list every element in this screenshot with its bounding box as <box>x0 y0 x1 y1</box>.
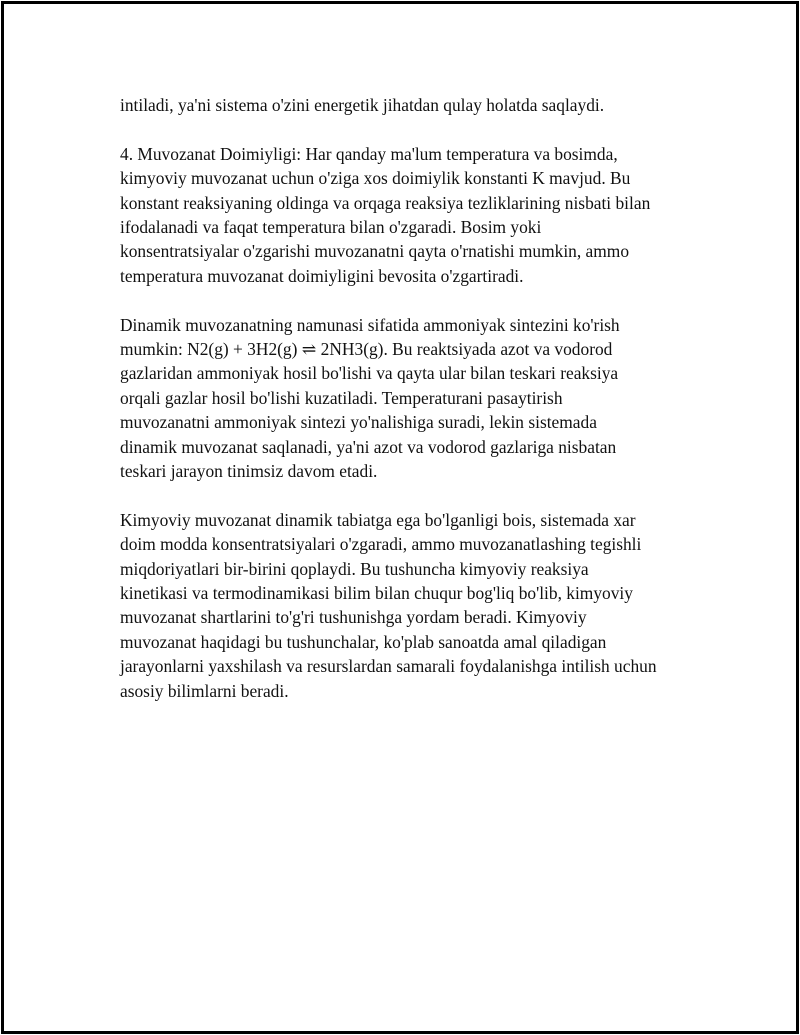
paragraph-equilibrium-constant: 4. Muvozanat Doimiyligi: Har qanday ma'lum temperatura va bosimda, kimyoviy muvozanat uchun o'ziga xos doimiylik konstanti K mavjud. Bu konstant reaksiyaning oldinga va orqaga reaksiya tezliklarining nisbati bilan ifodalanadi va faqat temperatura bilan o'zgaradi. Bosim yoki konsentratsiyalar o'zgarishi muvozanatni qayta o'rnatishi mumkin, ammo temperatura muvozanat doimiyligini bevosita o'zgartiradi. <box>120 143 651 286</box>
paragraph-conclusion: Kimyoviy muvozanat dinamik tabiatga ega bo'lganligi bois, sistemada xar doim modda konsentratsiyalari o'zgaradi, ammo muvozanatlashing tegishli miqdoriyatlari bir-birini qoplaydi. Bu tushuncha kimyoviy reaksiya kinetikasi va termodinamikasi bilim bilan chuqur bog'liq bo'lib, kimyoviy muvozanat shartlarini to'g'ri tushunishga yordam beradi. Kimyoviy muvozanat haqidagi bu tushunchalar, ko'plab sanoatda amal qiladigan jarayonlarni yaxshilash va resurslardan samarali foydalanishga intilish uchun asosiy bilimlarni beradi. <box>120 509 657 701</box>
paragraph-continuation: intiladi, ya'ni sistema o'zini energetik jihatdan qulay holatda saqlaydi. <box>120 95 605 115</box>
paragraph-ammonia-synthesis: Dinamik muvozanatning namunasi sifatida ammoniyak sintezini ko'rish mumkin: N2(g) + 3H2(g) ⇌ 2NH3(g). Bu reaktsiyada azot va vodorod gazlaridan ammoniyak hosil bo'lishi va qayta ular bilan teskari reaksiya orqali gazlar hosil bo'lishi kuzatiladi. Temperaturani pasaytirish muvozanatni ammoniyak sintezi yo'nalishiga suradi, lekin sistemada dinamik muvozanat saqlanadi, ya'ni azot va vodorod gazlariga nisbatan teskari jarayon tinimsiz davom etadi. <box>120 314 620 482</box>
page-body <box>120 93 700 728</box>
page-frame <box>1 1 799 1034</box>
